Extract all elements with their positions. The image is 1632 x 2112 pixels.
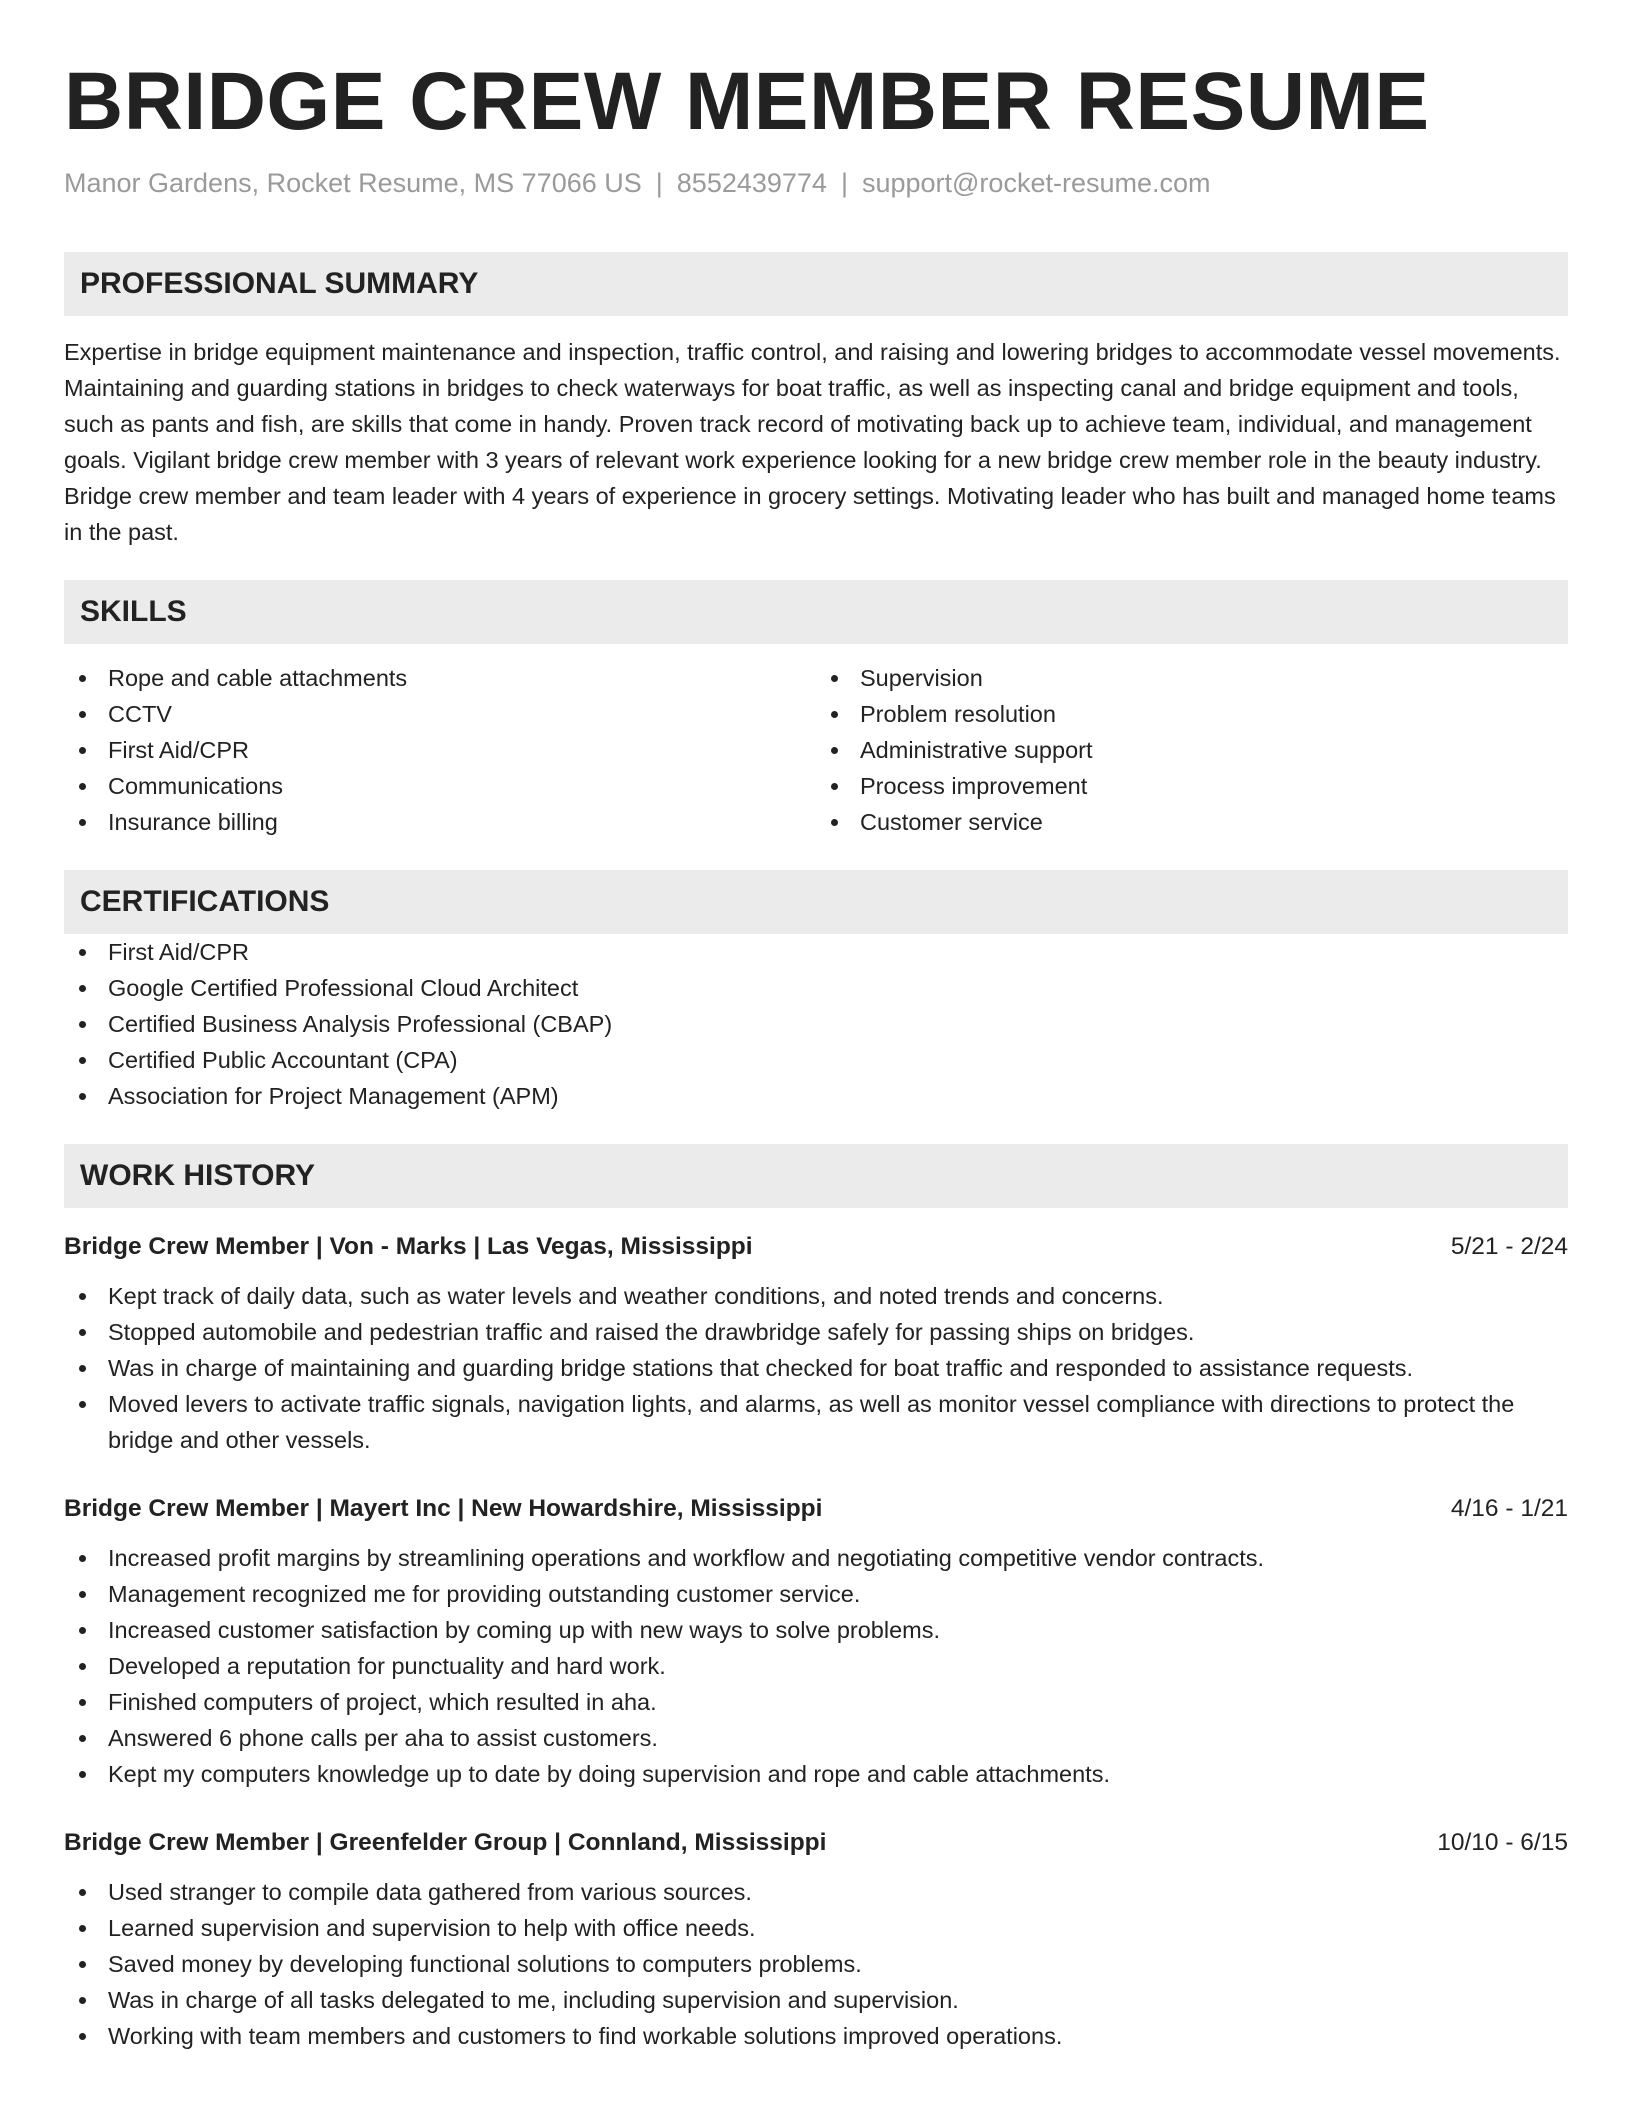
job-title: Bridge Crew Member | Greenfelder Group | Connland, Mississippi	[64, 1829, 827, 1856]
certifications-list	[64, 934, 1568, 1114]
job-entry	[64, 1492, 1568, 1792]
job-duty-item: Learned supervision and supervision to help with office needs.	[64, 1910, 1568, 1946]
section-heading: CERTIFICATIONS	[64, 870, 1568, 934]
skills-list-left	[64, 660, 816, 840]
job-duty-item: Stopped automobile and pedestrian traffic and raised the drawbridge safely for passing ships on bridges.	[64, 1314, 1568, 1350]
job-duties	[64, 1540, 1568, 1792]
job-duty-item: Moved levers to activate traffic signals, navigation lights, and alarms, as well as monitor vessel compliance with directions to protect the bridge and other vessels.	[64, 1386, 1568, 1458]
job-header	[64, 1492, 1568, 1526]
job-duty-item: Answered 6 phone calls per aha to assist customers.	[64, 1720, 1568, 1756]
certification-item: Certified Business Analysis Professional (CBAP)	[64, 1006, 1568, 1042]
job-duties	[64, 1874, 1568, 2054]
job-duty-item: Was in charge of maintaining and guarding bridge stations that checked for boat traffic and responded to assistance requests.	[64, 1350, 1568, 1386]
job-duty-item: Used stranger to compile data gathered from various sources.	[64, 1874, 1568, 1910]
job-duty-item: Developed a reputation for punctuality and hard work.	[64, 1648, 1568, 1684]
job-header	[64, 1826, 1568, 1860]
contact-separator: |	[655, 168, 663, 198]
section-heading: SKILLS	[64, 580, 1568, 644]
job-duties	[64, 1278, 1568, 1458]
skill-item: Administrative support	[816, 732, 1568, 768]
skill-item: Rope and cable attachments	[64, 660, 816, 696]
contact-line	[64, 166, 1568, 200]
certification-item: Google Certified Professional Cloud Architect	[64, 970, 1568, 1006]
job-dates: 5/21 - 2/24	[1450, 1233, 1568, 1260]
job-title: Bridge Crew Member | Von - Marks | Las Vegas, Mississippi	[64, 1233, 753, 1260]
skill-item: First Aid/CPR	[64, 732, 816, 768]
job-duty-item: Working with team members and customers to find workable solutions improved operations.	[64, 2018, 1568, 2054]
skill-item: Process improvement	[816, 768, 1568, 804]
skills-grid	[64, 660, 1568, 840]
section-work-history	[64, 1144, 1568, 2054]
skill-item: Insurance billing	[64, 804, 816, 840]
job-duty-item: Saved money by developing functional solutions to computers problems.	[64, 1946, 1568, 1982]
certification-item: Association for Project Management (APM)	[64, 1078, 1568, 1114]
job-entry	[64, 1230, 1568, 1458]
section-heading: WORK HISTORY	[64, 1144, 1568, 1208]
contact-email: support@rocket-resume.com	[861, 168, 1211, 198]
skills-list-right	[816, 660, 1568, 840]
job-entry	[64, 1826, 1568, 2054]
skill-item: Customer service	[816, 804, 1568, 840]
section-heading: PROFESSIONAL SUMMARY	[64, 252, 1568, 316]
job-dates: 10/10 - 6/15	[1437, 1829, 1568, 1856]
certification-item: Certified Public Accountant (CPA)	[64, 1042, 1568, 1078]
skill-item: Supervision	[816, 660, 1568, 696]
skill-item: Problem resolution	[816, 696, 1568, 732]
job-dates: 4/16 - 1/21	[1450, 1495, 1568, 1522]
certification-item: First Aid/CPR	[64, 934, 1568, 970]
section-certifications	[64, 870, 1568, 1114]
contact-separator: |	[840, 168, 848, 198]
skills-column-right	[816, 660, 1568, 840]
contact-address: Manor Gardens, Rocket Resume, MS 77066 US	[64, 168, 642, 198]
skills-column-left	[64, 660, 816, 840]
section-skills	[64, 580, 1568, 840]
job-duty-item: Kept track of daily data, such as water levels and weather conditions, and noted trends and concerns.	[64, 1278, 1568, 1314]
job-duty-item: Kept my computers knowledge up to date by doing supervision and rope and cable attachments.	[64, 1756, 1568, 1792]
skill-item: Communications	[64, 768, 816, 804]
contact-phone: 8552439774	[676, 168, 827, 198]
job-duty-item: Finished computers of project, which resulted in aha.	[64, 1684, 1568, 1720]
resume-title: BRIDGE CREW MEMBER RESUME	[64, 56, 1430, 147]
job-title: Bridge Crew Member | Mayert Inc | New Howardshire, Mississippi	[64, 1495, 823, 1522]
job-duty-item: Increased profit margins by streamlining operations and workflow and negotiating competitive vendor contracts.	[64, 1540, 1568, 1576]
job-duty-item: Management recognized me for providing outstanding customer service.	[64, 1576, 1568, 1612]
skill-item: CCTV	[64, 696, 816, 732]
job-duty-item: Increased customer satisfaction by coming up with new ways to solve problems.	[64, 1612, 1568, 1648]
job-header	[64, 1230, 1568, 1264]
section-professional-summary	[64, 252, 1568, 550]
job-duty-item: Was in charge of all tasks delegated to me, including supervision and supervision.	[64, 1982, 1568, 2018]
summary-text: Expertise in bridge equipment maintenance and inspection, traffic control, and raising and lowering bridges to accommodate vessel movements. Maintaining and guarding stations in bridges to check waterways for boat traffic, as well as inspecting canal and bridge equipment and tools, such as pants and fish, are skills that come in handy. Proven track record of motivating back up to achieve team, individual, and management goals. Vigilant bridge crew member with 3 years of relevant work experience looking for a new bridge crew member role in the beauty industry. Bridge crew member and team leader with 4 years of experience in grocery settings. Motivating leader who has built and managed home teams in the past.	[64, 339, 1561, 545]
